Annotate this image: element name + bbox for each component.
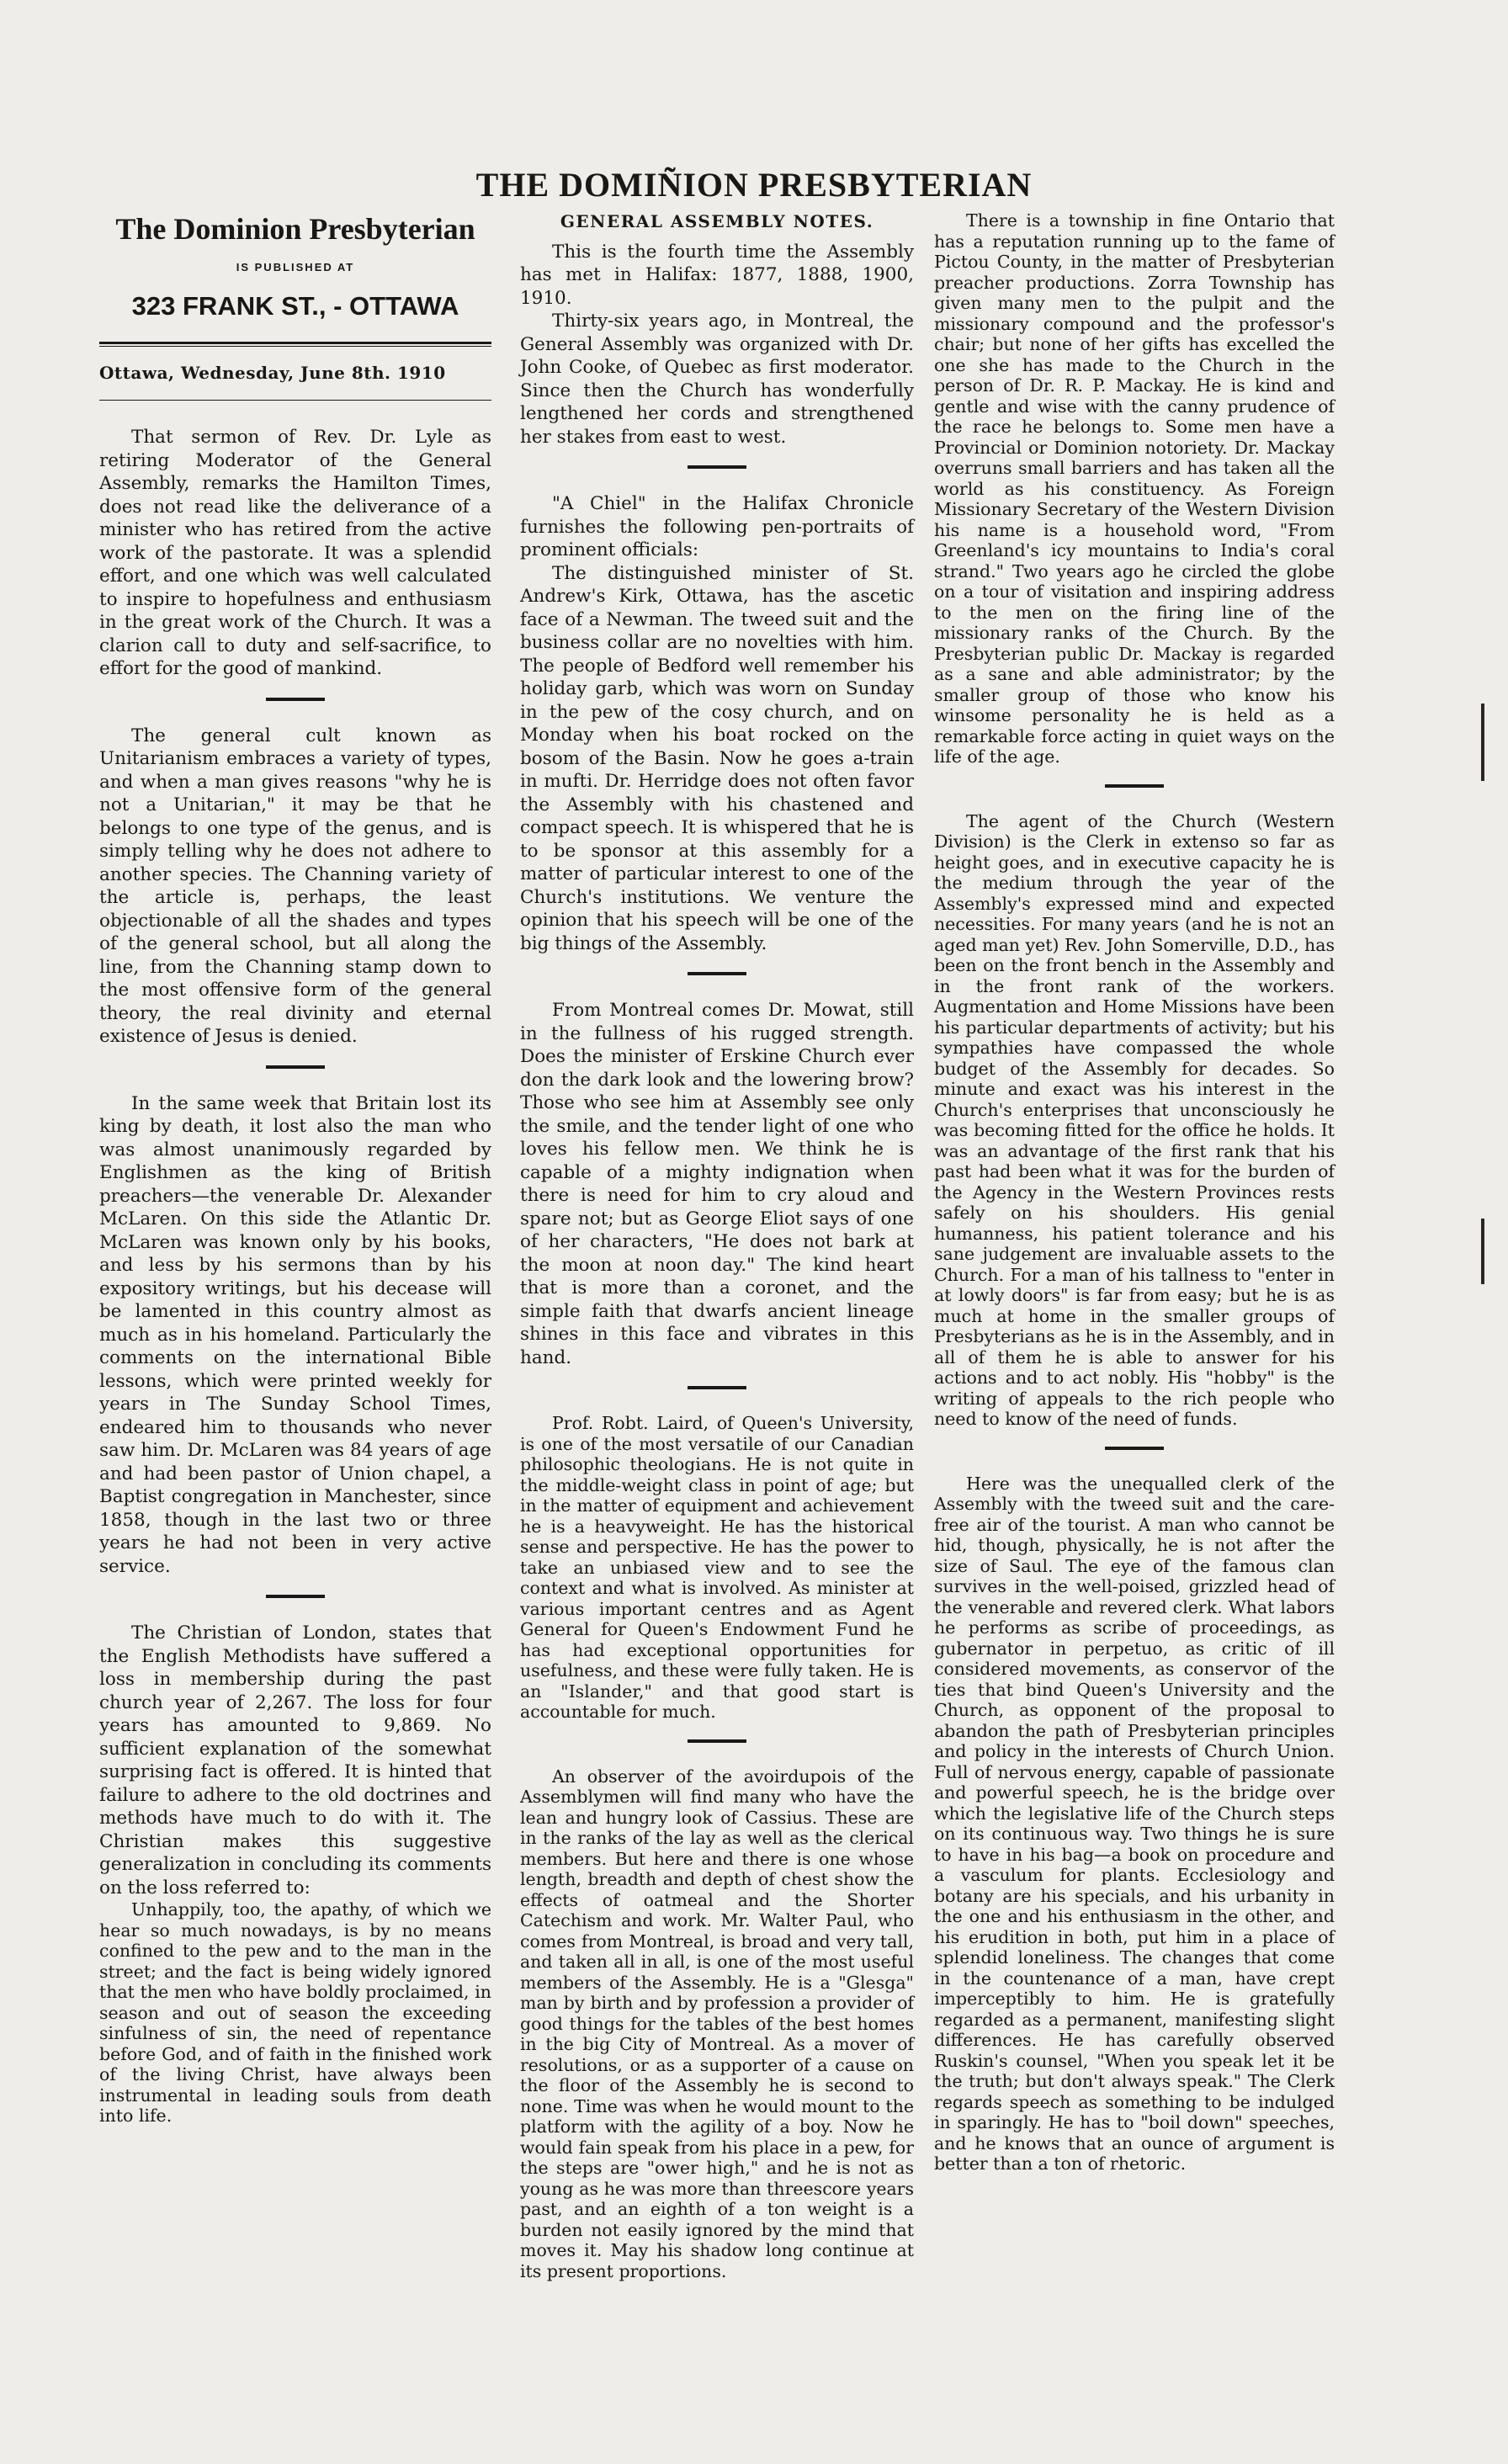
section-rule [266,1065,325,1069]
divider [99,342,491,344]
article-paragraph: From Montreal comes Dr. Mowat, still in the fullness of his rugged strength. Does the minister of Erskine Church ever don the dark look and the lowering brow? Those who see him at Assembly see only the smile, and the tender light of one who loves his fellow men. We think he is capable of a mighty indignation when there is need for him to cry aloud and spare not; but as George Eliot says of one of her characters, "He does not bark at the moon at noon day." The kind heart that is more than a coronet, and the simple faith that dwarfs ancient lineage shines in this face and vibrates in this hand. [520,1000,914,1368]
section-heading: GENERAL ASSEMBLY NOTES. [560,211,874,231]
article-paragraph: This is the fourth time the Assembly has met in Halifax: 1877, 1888, 1900, 1910. [520,241,914,309]
column-1 [99,210,491,2127]
article-paragraph: Prof. Robt. Laird, of Queen's University, is one of the most versatile of our Canadian philosophic theologians. He is not quite in the middle-weight class in point of age; but in the matter of equipment and achievement he is a heavyweight. He has the historical sense and perspective. He has the power to take an unbiased view and to see the context and what is involved. As minister at various important centres and as Agent General for Queen's Endowment Fund he has had exceptional opportunities for usefulness, and these were fully taken. He is an "Islander," and that good start is accountable for much. [520,1413,914,1722]
published-at-line: IS PUBLISHED AT [236,261,355,273]
article-paragraph: The agent of the Church (Western Division) is the Clerk in extenso so far as height goes, and in executive capacity he is the medium through the year of the Assembly's expressed mind and expected necessities. For many years (and he is not an aged man yet) Rev. John Somerville, D.D., has been on the front bench in the Assembly and in the front rank of the workers. Augmentation and Home Missions have been his particular departments of activity; but his sympathies have compassed the whole budget of the Assembly for decades. So minute and exact was his interest in the Church's enterprises that unconsciously he was becoming fitted for the office he holds. It was an advantage of the first rank that his past had been what it was for the burden of the Agency in the Western Provinces rests safely on his shoulders. His genial humanness, his patient tolerance and his sane judgement are invaluable assets to the Church. For a man of his tallness to "enter in at lowly doors" is far from easy; but he is as much at home in the smaller groups of Presbyterians as he is in the Assembly, and in all of them he is able to answer for his actions and to act nobly. His "hobby" is the writing of appeals to the rich people who need to know of the need of funds. [934,810,1335,1429]
column-2 [520,210,914,2281]
article-paragraph: That sermon of Rev. Dr. Lyle as retiring Moderator of the General Assembly, remarks the Hamilton Times, does not read like the deliverance of a minister who has retired from the active work of the pastorate. It was a splendid effort, and one which was well calculated to inspire to hopefulness and enthusiasm in the great work of the Church. It was a clarion call to duty and self-sacrifice, to effort for the good of mankind. [99,427,491,679]
masthead: THE DOMIÑION PRESBYTERIAN [475,166,1033,204]
publication-title: The Dominion Presbyterian [115,212,475,246]
divider [99,346,491,347]
article-paragraph: "A Chiel" in the Halifax Chronicle furnishes the following pen-portraits of prominent officials: [520,493,914,560]
divider [99,400,491,401]
article-paragraph: The distinguished minister of St. Andrew's Kirk, Ottawa, has the ascetic face of a Newman. The tweed suit and the business collar are no novelties with him. The people of Bedford well remember his holiday garb, which was worn on Sunday in the pew of the cosy church, and on Monday when his boat rocked on the bosom of the Basin. Now he goes a-train in mufti. Dr. Herridge does not often favor the Assembly with his chastened and compact speech. It is whispered that he is to be sponsor at this assembly for a matter of particular interest to one of the Church's institutions. We venture the opinion that his speech will be one of the big things of the Assembly. [520,562,914,954]
article-paragraph: The general cult known as Unitarianism embraces a variety of types, and when a man gives reasons "why he is not a Unitarian," it may be that he belongs to one type of the genus, and is simply telling why he does not adhere to another species. The Channing variety of the article is, perhaps, the least objectionable of all the shades and types of the general school, but all along the line, from the Channing stamp down to the most offensive form of the general theory, the real divinity and eternal existence of Jesus is denied. [99,725,491,1047]
article-paragraph: In the same week that Britain lost its king by death, it lost also the man who was almost unanimously regarded by Englishmen as the king of British preachers—the venerable Dr. Alexander McLaren. On this side the Atlantic Dr. McLaren was known only by his books, and less by his sermons than by his expository writings, but his decease will be lamented in this country almost as much as in his homeland. Particularly the comments on the international Bible lessons, which were printed weekly for years in The Sunday School Times, endeared him to thousands who never saw him. Dr. McLaren was 84 years of age and had been pastor of Union chapel, a Baptist congregation in Manchester, since 1858, though in the last two or three years he had not been in very active service. [99,1092,491,1577]
publication-address: 323 FRANK ST., - OTTAWA [131,290,459,321]
section-rule [266,698,325,701]
dateline: Ottawa, Wednesday, June 8th. 1910 [99,362,446,383]
quoted-paragraph: Unhappily, too, the apathy, of which we hear so much nowadays, is by no means confined to the pew and to the man in the street; and the fact is being widely ignored that the men who have boldly proclaimed, in season and out of season the exceeding sinfulness of sin, the need of repentance before God, and of faith in the finished work of the living Christ, have always been instrumental in leading souls from death into life. [99,1899,491,2126]
article-paragraph: An observer of the avoirdupois of the Assemblymen will find many who have the lean and hungry look of Cassius. These are in the ranks of the lay as well as the clerical members. But here and there is one whose length, breadth and depth of chest show the effects of oatmeal and the Shorter Catechism and work. Mr. Walter Paul, who comes from Montreal, is broad and very tall, and taken all in all, is one of the most useful members of the Assembly. He is a "Glesga" man by birth and by profession a provider of good things for the tables of the best homes in the big City of Montreal. As a mover of resolutions, or as a supporter of a cause on the floor of the Assembly he is second to none. Time was when he would mount to the platform with the agility of a boy. Now he would fain speak from his place in a pew, for the steps are "ower high," and he is not as young as he was more than threescore years past, and an eighth of a ton weight is a burden not easily ignored by the mind that moves it. May his shadow long continue at its present proportions. [520,1766,914,2281]
article-paragraph: Here was the unequalled clerk of the Assembly with the tweed suit and the care-free air of the tourist. A man who cannot be hid, though, physically, he is not after the size of Saul. The eye of the famous clan survives in the well-poised, grizzled head of the venerable and revered clerk. What labors he performs as scribe of proceedings, as gubernator in perpetuo, as critic of ill considered movements, as conservor of the ties that bind Queen's University and the Church, as opponent of the proposal to abandon the path of Presbyterian principles and policy in the interests of Church Union. Full of nervous energy, capable of passionate and powerful speech, he is the bridge over which the legislative life of the Church steps on its continuous way. Two things he is sure to have in his bag—a book on procedure and a vasculum for plants. Ecclesiology and botany are his specials, and his urbanity in the one and his enthusiasm in the other, and his erudition in both, put him in a place of splendid loneliness. The changes that come in the countenance of a man, have crept imperceptibly to him. He is gratefully regarded as a permanent, manifesting slight differences. He has carefully observed Ruskin's counsel, "When you speak let it be the truth; but don't always speak." The Clerk regards speech as something to be indulged in sparingly. He has to "boil down" speeches, and he knows that an ounce of argument is better than a ton of rhetoric. [934,1473,1335,2174]
section-rule [688,1386,746,1389]
section-rule [266,1595,325,1598]
section-rule [1105,784,1164,788]
section-rule [688,465,746,469]
scan-mark [1481,1219,1484,1284]
article-paragraph: The Christian of London, states that the English Methodists have suffered a loss in membership during the past church year of 2,267. The loss for four years has amounted to 9,869. No sufficient explanation of the somewhat surprising fact is offered. It is hinted that failure to adhere to the old doctrines and methods have much to do with it. The Christian makes this suggestive generalization in concluding its comments on the loss referred to: [99,1622,491,1898]
article-paragraph: There is a township in fine Ontario that has a reputation running up to the fame of Pictou County, in the matter of Presbyterian preacher productions. Zorra Township has given many men to the pulpit and the missionary compound and the professor's chair; but none of her gifts has excelled the one she has made to the Church in the person of Dr. R. P. Mackay. He is kind and gentle and wise with the canny prudence of the race he belongs to. Some men have a Provincial or Dominion notoriety. Dr. Mackay overruns small barriers and has taken all the world as his constituency. As Foreign Missionary Secretary of the Western Division his name is a household word, "From Greenland's icy mountains to India's coral strand." Two years ago he circled the globe on a tour of visitation and inspiring address to the men on the firing line of the missionary ranks of the Church. By the Presbyterian public Dr. Mackay is regarded as a sane and able administrator; by the smaller group of those who know his winsome personality he is held as a remarkable force acting in quiet ways on the life of the age. [934,210,1335,767]
column-3 [934,210,1335,2175]
section-rule [1105,1447,1164,1450]
section-rule [688,1739,746,1743]
section-rule [688,972,746,975]
article-paragraph: Thirty-six years ago, in Montreal, the General Assembly was organized with Dr. John Cooke, of Quebec as first moderator. Since then the Church has wonderfully lengthened her cords and strengthened her stakes from east to west. [520,311,914,448]
scan-mark [1481,704,1484,781]
